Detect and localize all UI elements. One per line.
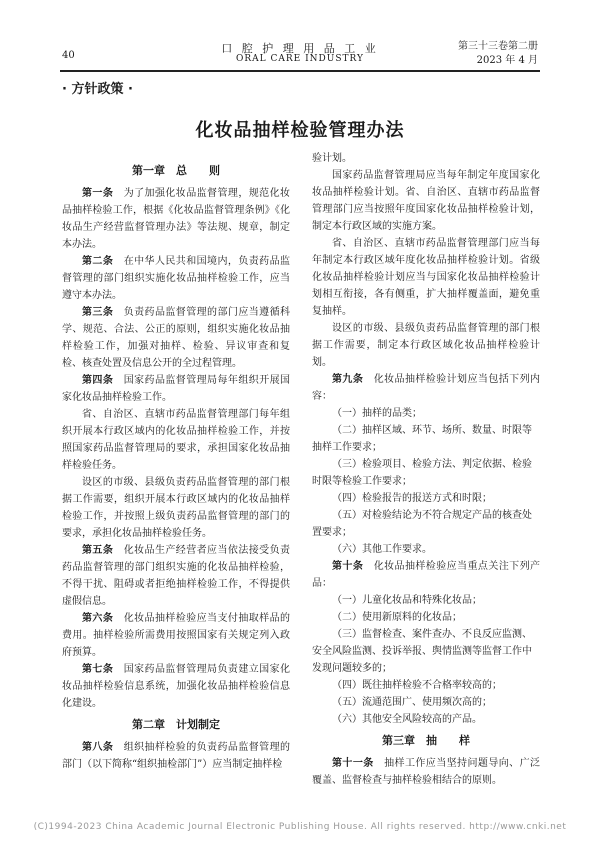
paragraph: 设区的市级、县级负责药品监督管理的部门根据工作需要，制定本行政区域化妆品抽样检验计划。 xyxy=(312,323,540,368)
article-number: 第十条 xyxy=(332,561,364,572)
article-number: 第七条 xyxy=(82,664,114,675)
journal-title-cn: 口 腔 护 理 用 品 工 业 xyxy=(221,42,379,55)
article-number: 第四条 xyxy=(82,375,114,386)
header-rule xyxy=(60,70,540,72)
paragraph: 省、自治区、直辖市药品监督管理部门应当每年制定本行政区域年度化妆品抽样检验计划。省级化妆品抽样检验计划应当与国家化妆品抽样检验计划相互衔接，各有侧重，扩大抽样覆盖面，避免重复抽样。 xyxy=(312,238,540,317)
chapter-heading: 第一章 总 则 xyxy=(132,164,220,177)
paragraph: 设区的市级、县级负责药品监督管理的部门根据工作需要，组织开展本行政区域内的化妆品抽样检验工作，并按照上级负责药品监督管理的部门的要求，承担化妆品抽样检验任务。 xyxy=(62,477,290,539)
list-item: （六）其他安全风险较高的产品。 xyxy=(332,714,482,725)
page-header xyxy=(0,0,600,72)
list-item: （三）检验项目、检验方法、判定依据、检验时限等检验工作要求； xyxy=(312,459,532,487)
list-item: （四）既往抽样检验不合格率较高的； xyxy=(332,680,502,691)
article-number: 第五条 xyxy=(82,545,114,556)
article xyxy=(62,253,290,304)
list-item: （五）对检验结论为不符合规定产品的核查处置要求； xyxy=(312,510,532,538)
page-number: 40 xyxy=(62,50,75,61)
article-number: 第三条 xyxy=(82,307,114,318)
chapter-heading: 第二章 计划制定 xyxy=(132,718,220,731)
paragraph: 国家药品监督管理局应当每年制定年度国家化妆品抽样检验计划。省、自治区、直辖市药品监督管理部门应当按照年度国家化妆品抽样检验计划，制定本行政区域的实施方案。 xyxy=(312,170,540,232)
article-text: 抽样工作应当坚持问题导向、广泛覆盖、监督检查与抽样检验相结合的原则。 xyxy=(312,758,541,786)
article-text: 化妆品抽样检验计划应当包括下列内容： xyxy=(312,374,541,402)
article xyxy=(312,371,540,405)
article xyxy=(62,661,290,712)
section-tag: · 方针政策 · xyxy=(62,82,133,97)
list-item: （一）抽样的品类； xyxy=(332,408,422,419)
article-text: 国家药品监督管理局负责建立国家化妆品抽样检验信息系统，加强化妆品抽样检验信息化建设。 xyxy=(62,664,291,709)
right-column xyxy=(312,150,540,789)
article xyxy=(62,739,290,773)
article-number: 第十一条 xyxy=(332,758,374,769)
list-item: （一）儿童化妆品和特殊化妆品； xyxy=(332,595,482,606)
left-column xyxy=(62,158,290,773)
chapter-heading: 第三章 抽 样 xyxy=(382,734,470,747)
article xyxy=(62,610,290,661)
list-item: （二）使用新原料的化妆品； xyxy=(332,612,462,623)
article-number: 第八条 xyxy=(82,742,114,753)
article xyxy=(62,304,290,372)
volume-number: 第三十三卷第二册 xyxy=(458,41,538,52)
article-text: 为了加强化妆品监督管理，规范化妆品抽样检验工作，根据《化妆品监督管理条例》《化妆品生产经营监督管理办法》等法规、规章，制定本办法。 xyxy=(62,188,291,250)
article-number: 第六条 xyxy=(82,613,114,624)
article-number: 第二条 xyxy=(82,256,114,267)
article xyxy=(62,372,290,406)
issue-date: 2023 年 4 月 xyxy=(476,55,538,66)
list-item: （二）抽样区域、环节、场所、数量、时限等抽样工作要求； xyxy=(312,425,532,453)
article xyxy=(312,558,540,592)
article xyxy=(62,542,290,610)
article-text: 国家药品监督管理局每年组织开展国家化妆品抽样检验工作。 xyxy=(62,375,291,403)
list-item: （六）其他工作要求。 xyxy=(332,544,432,555)
volume-info xyxy=(458,40,538,68)
copyright-footer: (C)1994-2023 China Academic Journal Electronic Publishing House. All rights reserved. http://www.cnki.net xyxy=(33,822,567,832)
journal-title-en: ORAL CARE INDUSTRY xyxy=(236,54,364,64)
article-text: 化妆品抽样检验应当重点关注下列产品： xyxy=(312,561,541,589)
article-text: 组织抽样检验的负责药品监督管理的部门（以下简称“组织抽检部门”）应当制定抽样检 xyxy=(62,742,291,770)
article-text: 化妆品生产经营者应当依法接受负责药品监督管理的部门组织实施的化妆品抽样检验，不得干扰、阻碍或者拒绝抽样检验工作，不得提供虚假信息。 xyxy=(62,545,291,607)
list-item: （五）流通范围广、使用频次高的； xyxy=(332,697,492,708)
article xyxy=(312,755,540,789)
paragraph: 验计划。 xyxy=(312,153,352,164)
article-number: 第一条 xyxy=(82,188,114,199)
article-text: 负责药品监督管理的部门应当遵循科学、规范、合法、公正的原则，组织实施化妆品抽样检验工作，加强对抽样、检验、异议审查和复检、核查处置及信息公开的全过程管理。 xyxy=(62,307,291,369)
article-number: 第九条 xyxy=(332,374,364,385)
document-title: 化妆品抽样检验管理办法 xyxy=(195,120,405,141)
list-item: （四）检验报告的报送方式和时限； xyxy=(332,493,492,504)
list-item: （三）监督检查、案件查办、不良反应监测、安全风险监测、投诉举报、舆情监测等监督工作中发现问题较多的； xyxy=(312,629,532,674)
article xyxy=(62,185,290,253)
paragraph: 省、自治区、直辖市药品监督管理部门每年组织开展本行政区域内的化妆品抽样检验工作，并按照国家药品监督管理局的要求，承担国家化妆品抽样检验任务。 xyxy=(62,409,290,471)
article-text: 在中华人民共和国境内，负责药品监督管理的部门组织实施化妆品抽样检验工作，应当遵守本办法。 xyxy=(62,256,291,301)
article-text: 化妆品抽样检验应当支付抽取样品的费用。抽样检验所需费用按照国家有关规定列入政府预算。 xyxy=(62,613,291,658)
